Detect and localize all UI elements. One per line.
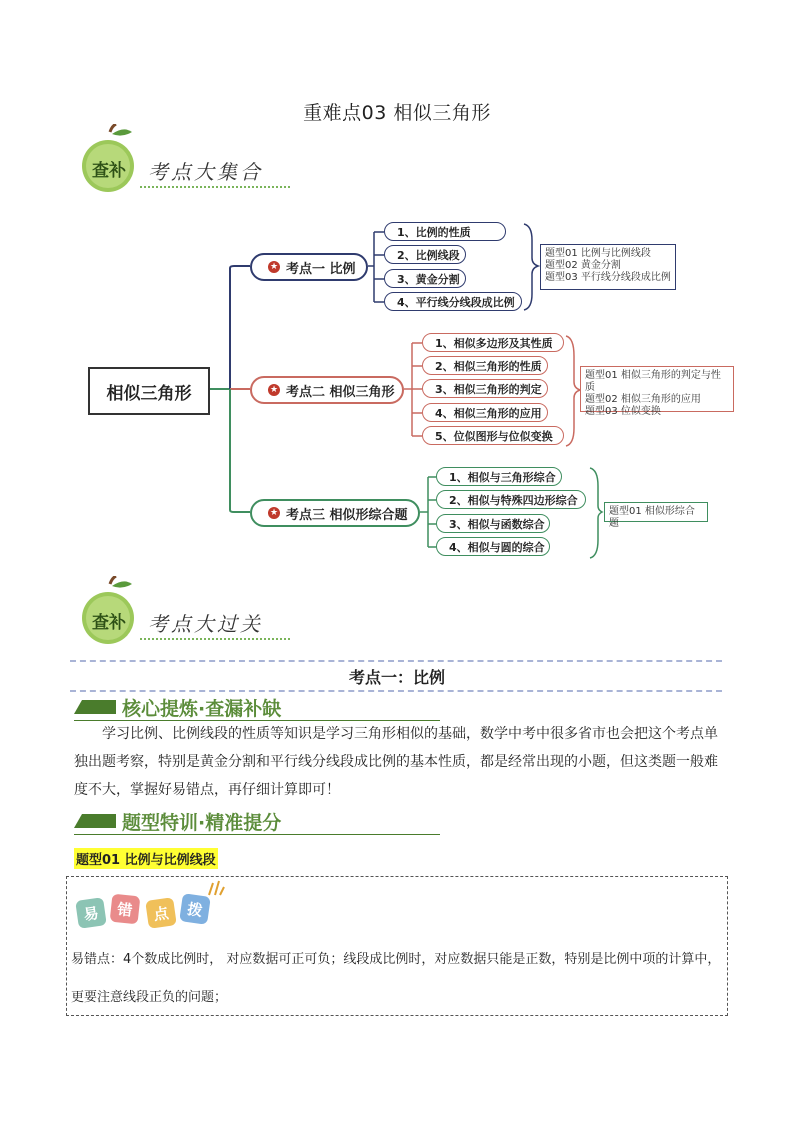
logo-badge: 查补 [92,613,126,633]
type-item: 题型03 位似变换 [585,406,661,417]
branch-kaodian3 [250,499,420,527]
tip-badge-3: 点 [145,897,177,929]
train-title: 题型特训·精准提分 [122,811,282,834]
type-item: 题型01 相似三角形的判定与性质 [585,370,721,393]
type-label: 题型01 比例与比例线段 [74,848,218,869]
leaf-3-2: 2、相似与特殊四边形综合 [436,490,586,509]
type-item: 题型01 相似形综合题 [609,506,695,529]
branch-kaodian2 [250,376,404,404]
leaf-2-3: 3、相似三角形的判定 [422,379,548,398]
section-logo-practice [74,576,294,646]
leaf-1-4: 4、平行线分线段成比例 [384,292,522,311]
core-paragraph: 学习比例、比例线段的性质等知识是学习三角形相似的基础，数学中考中很多省市也会把这个考点单独出题考察，特别是黄金分割和平行线分线段成比例的基本性质，都是经常出现的小题，但这类题一般难度不大，掌握好易错点，再仔细计算即可！ [74,726,718,798]
leaf-1-3: 3、黄金分割 [384,269,466,288]
logo-badge: 查补 [92,161,126,181]
tip-badge-1: 易 [75,897,107,929]
leaf-2-1: 1、相似多边形及其性质 [422,333,564,352]
train-title-bar [74,808,440,835]
core-title: 核心提炼·查漏补缺 [122,697,282,720]
branch-label: 考点三 相似形综合题 [286,507,408,523]
tip-text: 易错点：4个数成比例时， 对应数据可正可负；线段成比例时，对应数据只能是正数，特别是比例中项的计算中，更要注意线段正负的问题； [71,952,721,1005]
flag-icon [74,700,116,714]
branch-kaodian1 [250,253,368,281]
types-box-3 [604,502,708,529]
leaf-1-2: 2、比例线段 [384,245,466,264]
leaf-3-3: 3、相似与函数综合 [436,514,550,533]
leaf-2-4: 4、相似三角形的应用 [422,403,548,422]
tip-box [66,876,728,1016]
tip-badge-4: 拨 [179,893,211,925]
kaodian1-heading: 考点一：比例 [348,668,445,687]
leaf-2-2: 2、相似三角形的性质 [422,356,548,375]
divider-top [70,660,722,662]
core-title-bar [74,694,440,721]
leaf-3-4: 4、相似与圆的综合 [436,537,550,556]
document-title: 重难点03 相似三角形 [303,102,491,124]
sparkle-icon [205,879,225,897]
types-box-1 [540,244,676,290]
branch-label: 考点二 相似三角形 [286,384,395,400]
type-item: 题型02 相似三角形的应用 [585,394,701,405]
divider-bottom [70,690,722,692]
logo-underline [140,638,290,640]
tip-badge-2: 错 [110,894,141,925]
types-box-2 [580,366,734,417]
star-icon: ★ [269,262,279,272]
logo-text: 考点大集合 [148,160,263,184]
star-icon: ★ [269,385,279,395]
star-icon: ★ [269,508,279,518]
leaf-2-5: 5、位似图形与位似变换 [422,426,564,445]
leaf-1-1: 1、比例的性质 [384,222,506,241]
leaf-3-1: 1、相似与三角形综合 [436,467,562,486]
branch-label: 考点一 比例 [286,261,356,277]
mindmap-root: 相似三角形 [88,367,210,415]
flag-icon [74,814,116,828]
type-item: 题型02 黄金分割 [545,260,621,271]
logo-text: 考点大过关 [148,612,263,636]
type-item: 题型03 平行线分线段成比例 [545,272,671,283]
type-item: 题型01 比例与比例线段 [545,248,651,259]
